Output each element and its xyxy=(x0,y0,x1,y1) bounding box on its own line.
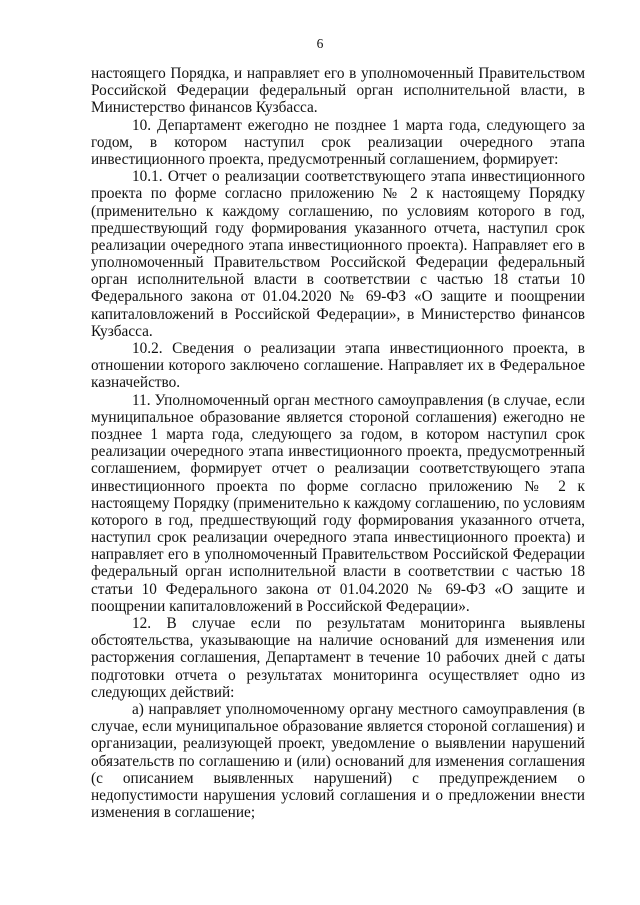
text-line: Кузбасса. xyxy=(91,322,153,340)
text-line: орган исполнительной власти в соответствии с частью 18 статьи 10 xyxy=(91,271,585,289)
text-line: 12. В случае если по результатам мониторинга выявлены xyxy=(132,615,585,632)
text-line: инвестиционного проекта, предусмотренный соглашением, формирует: xyxy=(91,150,559,168)
paragraph-para-12-a xyxy=(91,701,585,821)
text-line: (применительно к каждому соглашению, по условиям которого в год, xyxy=(91,202,585,220)
text-line: а) направляет уполномоченному органу местного самоуправления (в xyxy=(132,700,585,718)
text-line: настоящего Порядка, и направляет его в уполномоченный Правительством xyxy=(91,65,585,82)
text-line: (с описанием выявленных нарушений) с предупреждением о xyxy=(91,769,585,787)
text-line: статьи 10 Федерального закона от 01.04.2020 № 69-ФЗ «О защите и xyxy=(91,580,585,598)
text-line: настоящему Порядку (применительно к каждому соглашению, по условиям xyxy=(91,494,585,512)
text-line: Министерство финансов Кузбасса. xyxy=(91,99,318,117)
text-line: проекта по форме согласно приложению № 2 к настоящему Порядку xyxy=(91,185,585,203)
text-line: обстоятельства, указывающие на наличие оснований для изменения или xyxy=(91,632,585,650)
text-line: недопустимости нарушения условий соглашения и о предложении внести xyxy=(91,786,585,804)
text-line: Российской Федерации федеральный орган исполнительной власти, в xyxy=(91,82,585,100)
text-line: организации, реализующей проект, уведомление о выявлении нарушений xyxy=(91,735,585,753)
text-line: наступил срок реализации очередного этапа инвестиционного проекта) и xyxy=(91,529,585,547)
text-line: направляет его в уполномоченный Правительством Российской Федерации xyxy=(91,546,585,564)
text-line: 10. Департамент ежегодно не позднее 1 марта года, следующего за xyxy=(132,116,585,134)
paragraph-intro-continuation xyxy=(91,65,585,117)
text-line: капиталовложений в Российской Федерации», в Министерство финансов xyxy=(91,305,585,323)
text-line: 11. Уполномоченный орган местного самоуправления (в случае, если xyxy=(132,391,585,409)
text-line: муниципальное образование является стороной соглашения) ежегодно не xyxy=(91,408,585,426)
text-line: отношении которого заключено соглашение. Направляет их в Федеральное xyxy=(91,357,585,375)
text-line: реализации очередного этапа инвестиционного проекта). Направляет его в xyxy=(91,236,585,254)
paragraph-para-10-2 xyxy=(91,340,585,392)
text-line: казначейство. xyxy=(91,374,181,392)
text-line: подготовки отчета о результатах мониторинга осуществляет одно из xyxy=(91,666,585,684)
page-number: 6 xyxy=(316,36,324,51)
text-line: 10.2. Сведения о реализации этапа инвестиционного проекта, в xyxy=(132,340,585,357)
text-line: поощрении капиталовложений в Российской Федерации». xyxy=(91,597,470,615)
text-line: соглашением, формирует отчет о реализации соответствующего этапа xyxy=(91,460,585,478)
text-line: 10.1. Отчет о реализации соответствующего этапа инвестиционного xyxy=(132,168,585,186)
text-line: годом, в котором наступил срок реализации очередного этапа xyxy=(91,133,585,151)
text-line: изменения в соглашение; xyxy=(91,804,256,822)
text-line: обязательств по соглашению и (или) оснований для изменения соглашения xyxy=(91,752,585,770)
text-line: следующих действий: xyxy=(91,683,235,701)
text-line: предшествующий году формирования указанного отчета, наступил срок xyxy=(91,219,585,237)
text-line: случае, если муниципальное образование является стороной соглашения) и xyxy=(91,718,585,736)
text-line: Федерального закона от 01.04.2020 № 69-ФЗ «О защите и поощрении xyxy=(91,288,585,306)
text-line: уполномоченный Правительством Российской Федерации федеральный xyxy=(91,254,585,272)
text-line: инвестиционного проекта по форме согласно приложению № 2 к xyxy=(91,477,585,495)
paragraph-para-10 xyxy=(91,117,585,169)
text-line: реализации очередного этапа инвестиционного проекта, предусмотренный xyxy=(91,443,585,461)
text-line: которого в год, предшествующий году формирования указанного отчета, xyxy=(91,511,585,529)
text-line: расторжения соглашения, Департамент в течение 10 рабочих дней с даты xyxy=(91,649,585,667)
document-body xyxy=(91,65,585,821)
paragraph-para-11 xyxy=(91,392,585,615)
text-line: позднее 1 марта года, следующего за годом, в котором наступил срок xyxy=(91,425,585,443)
paragraph-para-10-1 xyxy=(91,168,585,340)
text-line: федеральный орган исполнительной власти в соответствии с частью 18 xyxy=(91,563,585,581)
paragraph-para-12 xyxy=(91,615,585,701)
